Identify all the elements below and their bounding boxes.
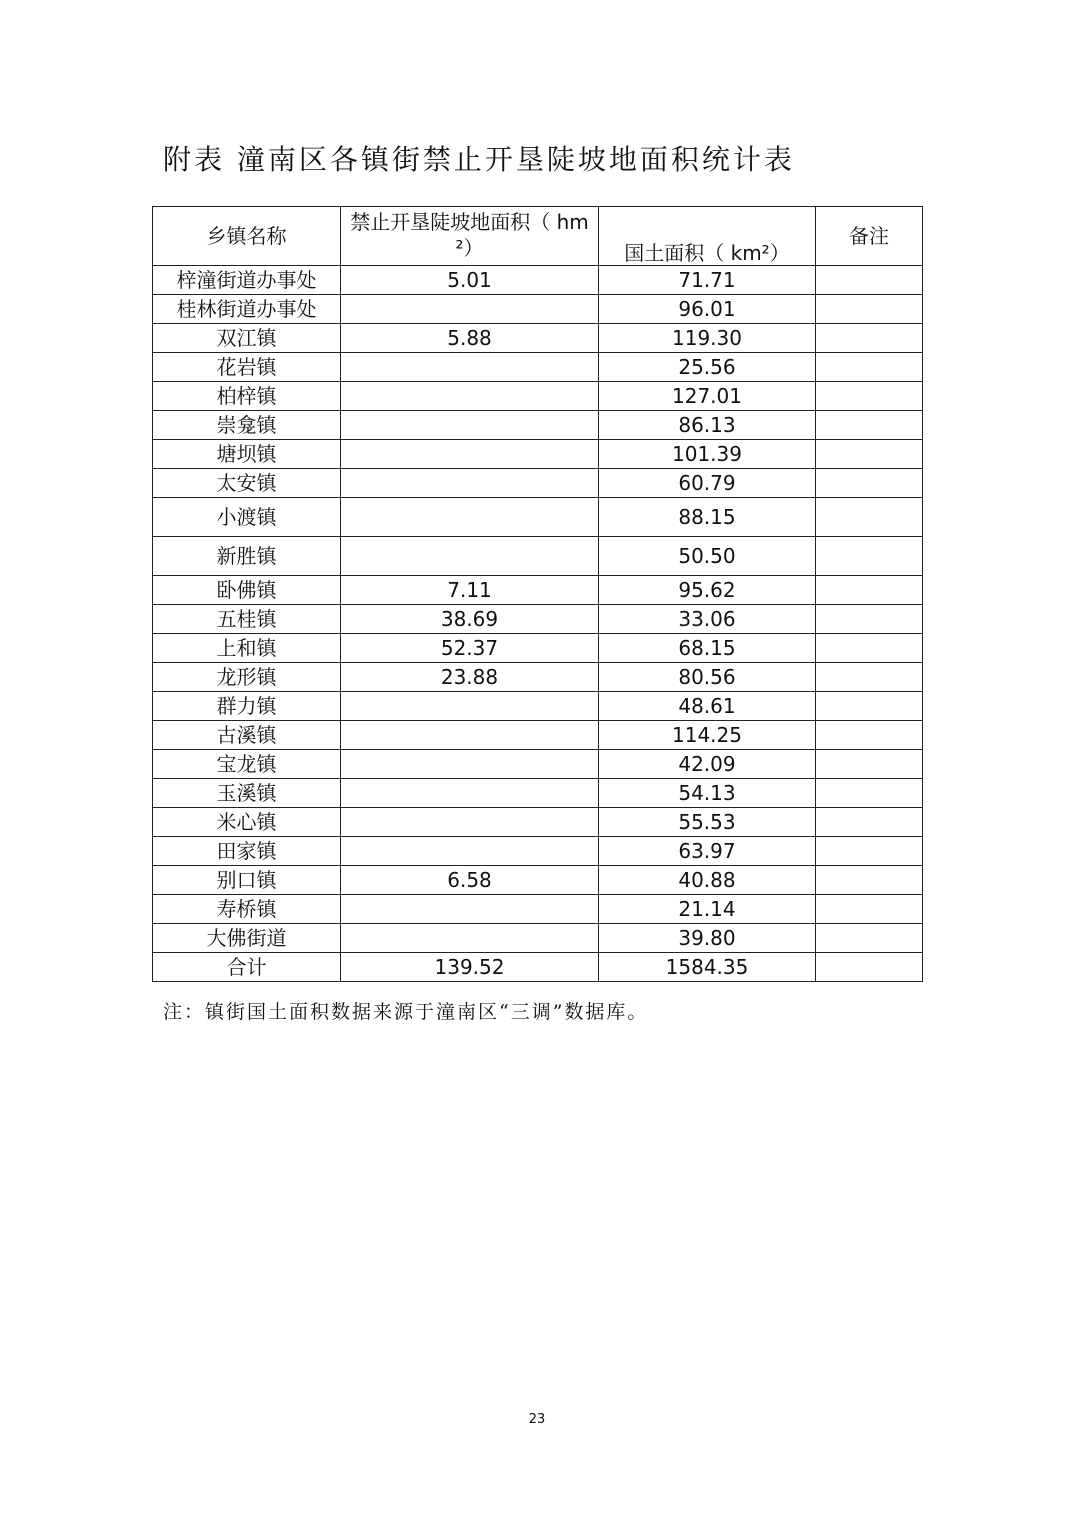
cell-remark xyxy=(816,469,923,498)
cell-steep-area xyxy=(341,895,599,924)
document-title: 附表 潼南区各镇街禁止开垦陡坡地面积统计表 xyxy=(163,143,795,176)
cell-remark xyxy=(816,537,923,576)
cell-town: 古溪镇 xyxy=(153,721,341,750)
cell-steep-area: 52.37 xyxy=(341,634,599,663)
cell-town: 双江镇 xyxy=(153,324,341,353)
cell-town: 梓潼街道办事处 xyxy=(153,266,341,295)
cell-remark xyxy=(816,324,923,353)
cell-land-area: 80.56 xyxy=(599,663,816,692)
cell-steep-area: 38.69 xyxy=(341,605,599,634)
table-row xyxy=(153,663,923,692)
cell-remark xyxy=(816,837,923,866)
cell-remark xyxy=(816,382,923,411)
cell-town: 花岩镇 xyxy=(153,353,341,382)
cell-remark xyxy=(816,634,923,663)
cell-town: 田家镇 xyxy=(153,837,341,866)
cell-land-area: 50.50 xyxy=(599,537,816,576)
cell-steep-area xyxy=(341,721,599,750)
cell-remark xyxy=(816,605,923,634)
cell-land-area: 68.15 xyxy=(599,634,816,663)
table-row xyxy=(153,721,923,750)
table-body xyxy=(153,266,923,982)
header-steep-area: 禁止开垦陡坡地面积（ hm ²） xyxy=(341,207,599,266)
cell-steep-area: 6.58 xyxy=(341,866,599,895)
table-row xyxy=(153,779,923,808)
cell-land-area: 60.79 xyxy=(599,469,816,498)
table-row xyxy=(153,537,923,576)
cell-steep-area xyxy=(341,498,599,537)
cell-land-area: 48.61 xyxy=(599,692,816,721)
cell-steep-area xyxy=(341,440,599,469)
table-row xyxy=(153,469,923,498)
table-row xyxy=(153,382,923,411)
cell-town: 玉溪镇 xyxy=(153,779,341,808)
cell-land-area: 63.97 xyxy=(599,837,816,866)
cell-remark xyxy=(816,498,923,537)
cell-remark xyxy=(816,266,923,295)
cell-remark xyxy=(816,692,923,721)
cell-town: 塘坝镇 xyxy=(153,440,341,469)
cell-town: 宝龙镇 xyxy=(153,750,341,779)
cell-steep-area xyxy=(341,837,599,866)
cell-town: 崇龛镇 xyxy=(153,411,341,440)
cell-remark xyxy=(816,721,923,750)
cell-land-area: 114.25 xyxy=(599,721,816,750)
cell-steep-area xyxy=(341,692,599,721)
cell-land-area: 88.15 xyxy=(599,498,816,537)
cell-remark xyxy=(816,924,923,953)
cell-town: 小渡镇 xyxy=(153,498,341,537)
table-row xyxy=(153,324,923,353)
cell-town: 卧佛镇 xyxy=(153,576,341,605)
header-remark: 备注 xyxy=(816,207,923,266)
table-row xyxy=(153,440,923,469)
table-row xyxy=(153,866,923,895)
cell-land-area: 101.39 xyxy=(599,440,816,469)
table-header-row xyxy=(153,207,923,266)
cell-town: 五桂镇 xyxy=(153,605,341,634)
table-row xyxy=(153,837,923,866)
cell-town: 合计 xyxy=(153,953,341,982)
table-row xyxy=(153,750,923,779)
header-land-area: 国土面积（ km²） xyxy=(599,207,816,266)
cell-land-area: 42.09 xyxy=(599,750,816,779)
cell-steep-area: 5.01 xyxy=(341,266,599,295)
cell-remark xyxy=(816,895,923,924)
cell-steep-area xyxy=(341,924,599,953)
cell-land-area: 95.62 xyxy=(599,576,816,605)
header-town: 乡镇名称 xyxy=(153,207,341,266)
cell-town: 龙形镇 xyxy=(153,663,341,692)
cell-remark xyxy=(816,779,923,808)
table-note: 注：镇街国土面积数据来源于潼南区“三调”数据库。 xyxy=(163,1001,649,1023)
cell-land-area: 21.14 xyxy=(599,895,816,924)
cell-remark xyxy=(816,440,923,469)
cell-town: 太安镇 xyxy=(153,469,341,498)
cell-town: 群力镇 xyxy=(153,692,341,721)
cell-land-area: 39.80 xyxy=(599,924,816,953)
cell-land-area: 55.53 xyxy=(599,808,816,837)
cell-town: 桂林街道办事处 xyxy=(153,295,341,324)
cell-steep-area xyxy=(341,750,599,779)
table-row xyxy=(153,808,923,837)
cell-remark xyxy=(816,411,923,440)
table-row xyxy=(153,692,923,721)
cell-town: 新胜镇 xyxy=(153,537,341,576)
cell-town: 米心镇 xyxy=(153,808,341,837)
table-row xyxy=(153,353,923,382)
cell-remark xyxy=(816,663,923,692)
cell-land-area: 25.56 xyxy=(599,353,816,382)
cell-steep-area: 5.88 xyxy=(341,324,599,353)
cell-steep-area xyxy=(341,295,599,324)
cell-land-area: 119.30 xyxy=(599,324,816,353)
cell-steep-area xyxy=(341,469,599,498)
cell-land-area: 96.01 xyxy=(599,295,816,324)
table-row xyxy=(153,295,923,324)
cell-steep-area xyxy=(341,353,599,382)
table-row xyxy=(153,576,923,605)
cell-remark xyxy=(816,295,923,324)
cell-town: 大佛街道 xyxy=(153,924,341,953)
cell-steep-area xyxy=(341,382,599,411)
page-number: 23 xyxy=(528,1412,546,1427)
cell-land-area: 86.13 xyxy=(599,411,816,440)
table-row xyxy=(153,634,923,663)
cell-land-area: 40.88 xyxy=(599,866,816,895)
cell-steep-area xyxy=(341,411,599,440)
cell-land-area: 54.13 xyxy=(599,779,816,808)
cell-land-area: 127.01 xyxy=(599,382,816,411)
cell-steep-area xyxy=(341,808,599,837)
cell-land-area: 1584.35 xyxy=(599,953,816,982)
cell-remark xyxy=(816,353,923,382)
table-row xyxy=(153,498,923,537)
table-row xyxy=(153,266,923,295)
table-row xyxy=(153,411,923,440)
cell-town: 上和镇 xyxy=(153,634,341,663)
cell-land-area: 71.71 xyxy=(599,266,816,295)
cell-land-area: 33.06 xyxy=(599,605,816,634)
cell-steep-area: 23.88 xyxy=(341,663,599,692)
cell-steep-area xyxy=(341,537,599,576)
cell-town: 寿桥镇 xyxy=(153,895,341,924)
table-total-row xyxy=(153,953,923,982)
cell-town: 别口镇 xyxy=(153,866,341,895)
cell-remark xyxy=(816,953,923,982)
cell-steep-area: 7.11 xyxy=(341,576,599,605)
cell-remark xyxy=(816,750,923,779)
cell-remark xyxy=(816,576,923,605)
table-row xyxy=(153,605,923,634)
cell-town: 柏梓镇 xyxy=(153,382,341,411)
statistics-table xyxy=(152,206,923,982)
table-row xyxy=(153,895,923,924)
cell-steep-area xyxy=(341,779,599,808)
cell-remark xyxy=(816,866,923,895)
cell-steep-area: 139.52 xyxy=(341,953,599,982)
cell-remark xyxy=(816,808,923,837)
table-row xyxy=(153,924,923,953)
